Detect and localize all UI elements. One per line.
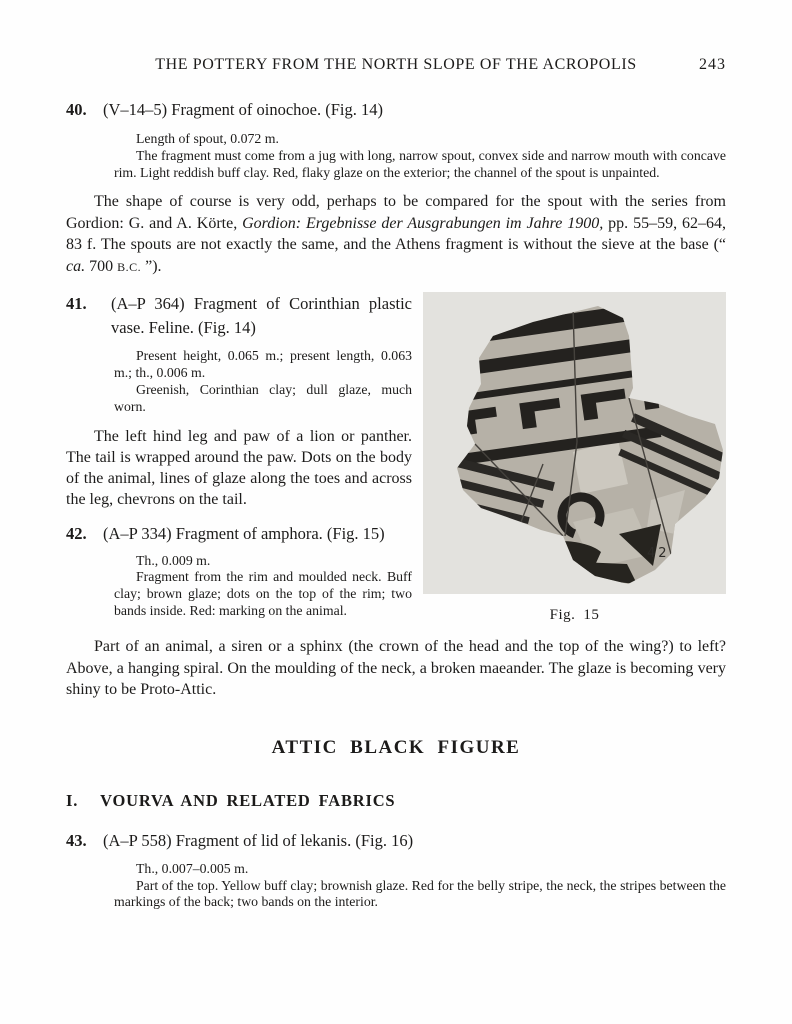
text-run: pp. 55–59, 62–64, 83 f. The spouts are not exactly the same, and the Athens fragment is without the sieve at the base (“ (66, 214, 727, 254)
entry-42-heading (66, 522, 412, 546)
page-number: 243 (699, 56, 726, 73)
figure-caption (423, 607, 726, 624)
book-title-italic: Gordion: Ergebnisse der Ausgrabungen im Jahre 1900, (242, 214, 604, 232)
entry-42-details (114, 553, 412, 620)
entry-41-number: 41. (66, 294, 87, 314)
figure-15 (423, 292, 726, 624)
entry-43-detail-line: Part of the top. Yellow buff clay; brownish glaze. Red for the belly stripe, the neck, the stripes between the markings of the back; two bands on the interior. (114, 877, 726, 910)
entry-41-details (114, 348, 412, 415)
entry-43-details (114, 861, 726, 911)
entry-43-title: (A–P 558) Fragment of lid of lekanis. (Fig. 16) (103, 830, 414, 850)
entry-42-title: (A–P 334) Fragment of amphora. (Fig. 15) (103, 523, 385, 543)
photo-specimen-label: 42 (647, 546, 670, 562)
entry-40-discussion (66, 191, 726, 278)
figure-caption-word: Fig. (549, 607, 576, 624)
entry-40-heading (66, 98, 726, 122)
entry-42-number: 42. (66, 523, 87, 543)
bc-smallcaps: B.C. (117, 259, 142, 274)
entry-43-number: 43. (66, 830, 87, 850)
entry-42-detail-line: Th., 0.009 m. (136, 552, 211, 568)
entry-40-detail-line: The fragment must come from a jug with long, narrow spout, convex side and narrow mouth with concave rim. Light reddish buff clay. Red, flaky glaze on the exterior; the channel of the spout is unpainted. (114, 147, 726, 180)
figure-caption-number: 15 (583, 607, 600, 624)
section-heading: ATTIC BLACK FIGURE (271, 736, 521, 758)
left-text-column (66, 292, 412, 624)
subsection-title: VOURVA AND RELATED FABRICS (100, 790, 396, 810)
entry-42-detail-line: Fragment from the rim and moulded neck. Buff clay; brown glaze; dots on the top of the rim; two bands inside. Red: marking on the animal. (114, 569, 412, 618)
circa-italic: ca. (66, 257, 86, 275)
subsection-heading (66, 791, 726, 811)
entry-43-detail-line: Th., 0.007–0.005 m. (136, 860, 249, 876)
entry-41-discussion: The left hind leg and paw of a lion or panther. The tail is wrapped around the paw. Dots on the body of the animal, lines of glaze along the toes and across the leg, chevrons on the tail. (66, 427, 412, 508)
entry-41-heading (66, 292, 412, 340)
running-title: THE POTTERY FROM THE NORTH SLOPE OF THE ACROPOLIS (155, 56, 637, 73)
entry-40-number: 40. (66, 100, 87, 119)
entry-40-details (114, 131, 726, 181)
text-run: The shape of course is very odd, perhaps to be compared for the spout with the series from Gordion: G. and A. Körte, (66, 193, 726, 232)
pottery-sherd-illustration (423, 292, 726, 594)
page-content (66, 56, 726, 911)
text-run: 700 (85, 257, 118, 275)
entry-41-detail-line: Present height, 0.065 m.; present length, 0.063 m.; th., 0.006 m. (114, 348, 412, 381)
page-header (66, 56, 726, 76)
entry-41-title: (A–P 364) Fragment of Corinthian plastic vase. Feline. (Fig. 14) (111, 294, 412, 338)
entry-42-discussion: Part of an animal, a siren or a sphinx (the crown of the head and the top of the wing?) to left? Above, a hanging spiral. On the moulding of the neck, a broken maeander. The glaze is becoming very shiny to be Proto-Attic. (66, 638, 726, 699)
entry-41-detail-line: Greenish, Corinthian clay; dull glaze, much worn. (114, 381, 412, 414)
two-column-region (66, 292, 726, 624)
entry-40-title: (V–14–5) Fragment of oinochoe. (Fig. 14) (103, 100, 383, 119)
entry-43-heading (66, 829, 726, 853)
subsection-numeral: I. (66, 790, 79, 810)
text-run: ”). (141, 257, 162, 275)
pottery-fragment-photo (423, 292, 726, 594)
entry-40-detail-line: Length of spout, 0.072 m. (136, 131, 279, 146)
